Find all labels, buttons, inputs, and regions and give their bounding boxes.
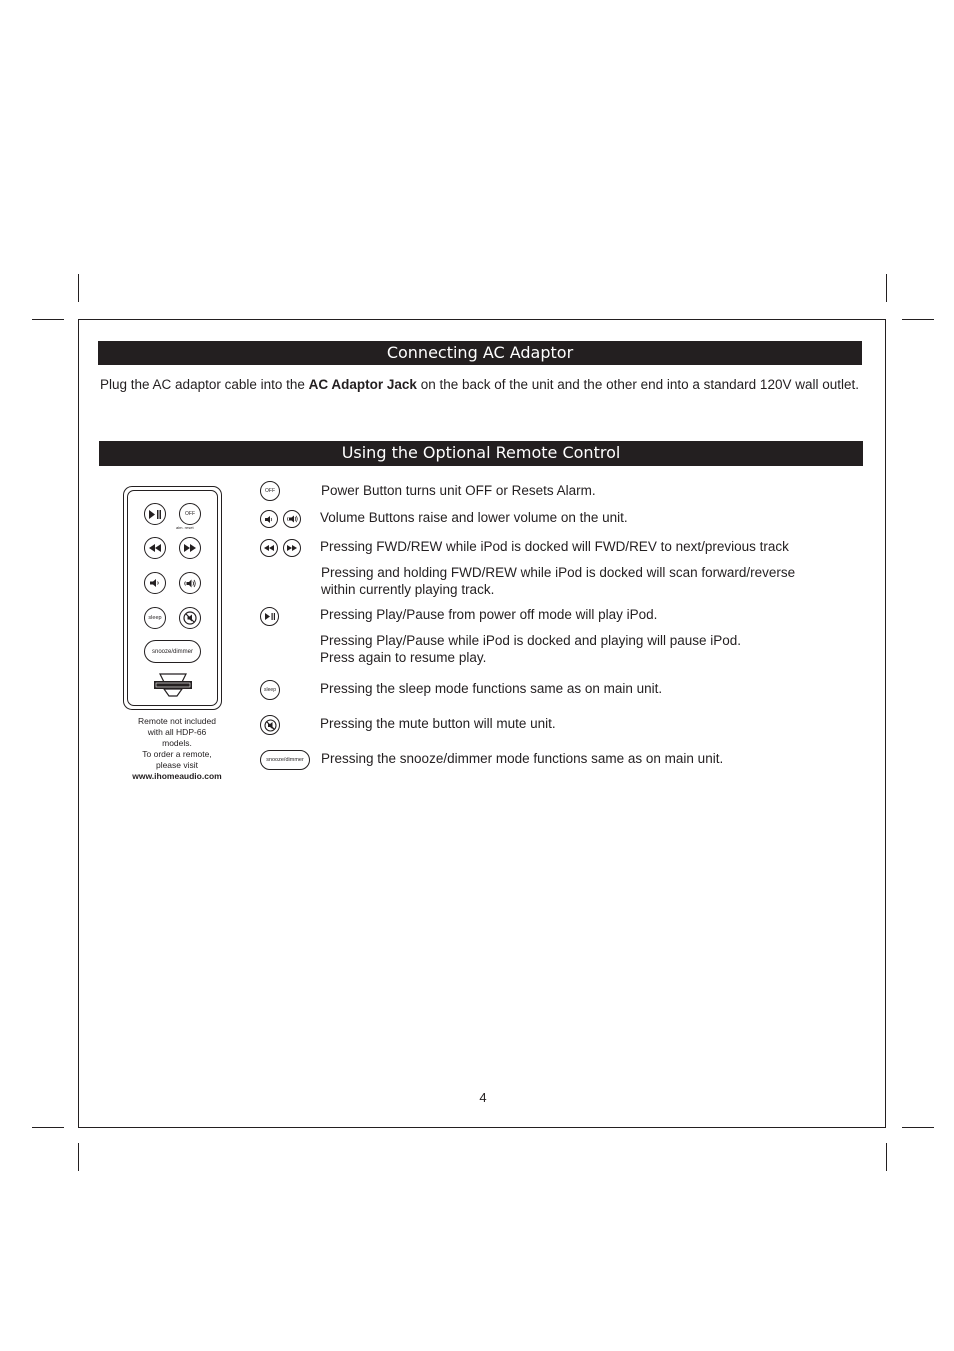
icon-group	[258, 680, 318, 702]
instruction-text: Pressing the sleep mode functions same as on main unit.	[320, 681, 663, 696]
off-label: OFF	[185, 511, 195, 517]
crop-mark	[78, 274, 79, 302]
sleep-icon	[144, 607, 166, 629]
icon-group	[258, 715, 318, 737]
note-line: please visit	[155, 760, 199, 770]
website-link: www.ihomeaudio.com	[132, 771, 222, 781]
instruction-text: Volume Buttons raise and lower volume on the unit.	[320, 510, 628, 525]
page-number: 4	[479, 1090, 487, 1105]
instruction-text: Pressing the snooze/dimmer mode functions same as on main unit.	[321, 751, 724, 766]
crop-mark	[78, 1143, 79, 1171]
crop-mark	[902, 1127, 934, 1128]
icon-group	[258, 509, 318, 531]
instruction-text	[320, 632, 850, 666]
sleep-label: sleep	[148, 615, 162, 621]
ac-text-before: Plug the AC adaptor cable into the	[100, 377, 309, 392]
remote-control-illustration	[123, 486, 222, 710]
play-pause-icon	[260, 607, 279, 626]
fast-forward-icon	[179, 537, 201, 559]
section-heading-remote-control: Using the Optional Remote Control	[99, 441, 863, 466]
section-heading-ac-adaptor: Connecting AC Adaptor	[98, 341, 862, 365]
volume-down-icon	[260, 510, 278, 528]
instruction-line: Press again to resume play.	[320, 650, 487, 665]
note-line: To order a remote,	[142, 749, 212, 759]
note-line: Remote not included	[138, 716, 216, 726]
icon-group	[258, 538, 318, 560]
mute-icon	[260, 715, 280, 735]
instruction-text	[321, 564, 851, 598]
icon-group	[258, 481, 318, 503]
note-line: with all HDP-66	[147, 727, 207, 737]
rewind-icon	[260, 539, 278, 557]
crop-mark	[32, 319, 64, 320]
icon-group	[258, 606, 318, 628]
rewind-icon	[144, 537, 166, 559]
icon-group	[258, 750, 318, 772]
snooze-dimmer-label: snooze/dimmer	[266, 757, 304, 763]
instruction-line: within currently playing track.	[321, 582, 495, 597]
sleep-icon	[260, 680, 280, 700]
sleep-label: sleep	[264, 686, 276, 693]
alm-reset-label: alm. reset	[176, 525, 194, 530]
crop-mark	[32, 1127, 64, 1128]
instruction-line: Pressing Play/Pause while iPod is docked and playing will pause iPod.	[320, 633, 741, 648]
ac-adaptor-paragraph	[100, 376, 864, 393]
volume-up-icon	[179, 572, 201, 594]
ac-adaptor-jack-label: AC Adaptor Jack	[308, 377, 417, 392]
off-label: OFF	[265, 487, 275, 494]
harley-davidson-logo	[152, 670, 194, 698]
volume-up-icon	[283, 510, 301, 528]
remote-availability-note	[118, 716, 236, 782]
snooze-dimmer-icon	[144, 640, 201, 663]
instruction-text: Pressing the mute button will mute unit.	[320, 716, 556, 731]
crop-mark	[902, 319, 934, 320]
power-off-icon	[179, 503, 201, 525]
ac-text-after: on the back of the unit and the other end into a standard 120V wall outlet.	[416, 377, 859, 392]
fast-forward-icon	[283, 539, 301, 557]
crop-mark	[886, 1143, 887, 1171]
mute-icon	[179, 607, 201, 629]
crop-mark	[886, 274, 887, 302]
snooze-dimmer-icon	[260, 750, 310, 770]
power-off-icon	[260, 481, 280, 501]
instruction-line: Pressing and holding FWD/REW while iPod is docked will scan forward/reverse	[321, 565, 796, 580]
note-line: models.	[162, 738, 192, 748]
snooze-dimmer-label: snooze/dimmer	[151, 648, 193, 655]
instruction-text: Pressing Play/Pause from power off mode will play iPod.	[320, 607, 658, 622]
instruction-text: Pressing FWD/REW while iPod is docked will FWD/REV to next/previous track	[320, 539, 789, 554]
play-pause-icon	[144, 503, 166, 525]
instruction-text: Power Button turns unit OFF or Resets Alarm.	[321, 483, 596, 498]
volume-down-icon	[144, 572, 166, 594]
